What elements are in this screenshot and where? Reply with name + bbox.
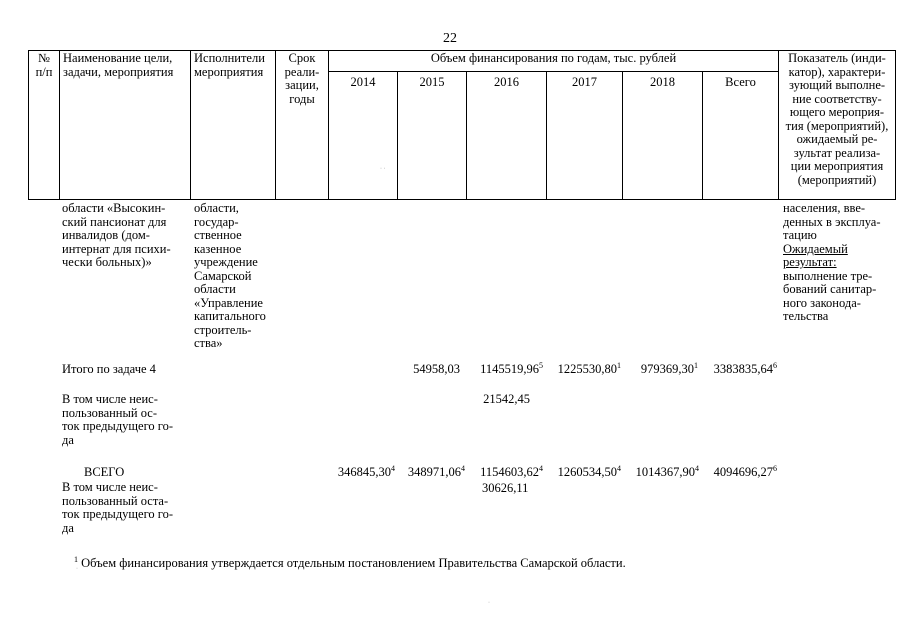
task4-total-all: 3383835,64$^6$ bbox=[713, 360, 777, 376]
header-num: № п/п bbox=[35, 51, 53, 79]
task4-total-label: Итого по задаче 4 bbox=[62, 362, 156, 376]
footnote bbox=[74, 554, 774, 571]
task4-unused-2016: 21542,45 bbox=[483, 392, 530, 406]
task4-unused-label: В том числе неис- пользованный ос- ток предыдущего го- да bbox=[62, 392, 174, 447]
expected-result-label: Ожидаемый результат: bbox=[783, 241, 848, 269]
header-year-2015: 2015 bbox=[419, 75, 445, 89]
grand-total-all: 4094696,27$^6$ bbox=[713, 463, 777, 479]
header-bottom-border bbox=[28, 199, 896, 200]
header-year-2017: 2017 bbox=[572, 75, 597, 89]
grand-total-2018: 1014367,90$^4$ bbox=[635, 463, 699, 479]
scan-speck: · · bbox=[380, 166, 386, 172]
header-year-2014: 2014 bbox=[350, 75, 376, 89]
footnote-mark: 1 bbox=[74, 554, 78, 564]
header-indicator: Показатель (инди- катор), характери- зующий выполне- ние соответству- ющего мероприя- тия (мероприятий), ожидаемый ре- зультат реализа- ции мероприятия (мероприятий) bbox=[785, 51, 889, 187]
scan-speck: · bbox=[76, 566, 78, 572]
header-year-total: Всего bbox=[725, 75, 756, 89]
grand-total-label: ВСЕГО bbox=[84, 465, 125, 479]
header-executors: Исполнители мероприятия bbox=[194, 51, 265, 79]
scan-speck: · bbox=[488, 600, 490, 606]
header-year-2016: 2016 bbox=[494, 75, 519, 89]
header-term: Срок реали- зации, годы bbox=[284, 51, 320, 106]
task4-total-2016: 1145519,96$^5$ bbox=[480, 360, 543, 376]
header-funding-title: Объем финансирования по годам, тыс. рублей bbox=[430, 51, 677, 65]
continuation-indicator: населения, вве- денных в эксплуа- тацию Ожидаемый результат: выполнение тре- бований санитар- ного законода- тельства bbox=[783, 201, 881, 323]
header-name: Наименование цели, задачи, мероприятия bbox=[63, 51, 174, 79]
grand-total-2016: 1154603,62$^4$ bbox=[480, 463, 543, 479]
header-year-2018: 2018 bbox=[650, 75, 675, 89]
grand-total-2015: 348971,06$^4$ bbox=[407, 463, 465, 479]
task4-total-2017: 1225530,80$^1$ bbox=[557, 360, 621, 376]
continuation-executors: области, государ- ственное казенное учреждение Самарской области «Управление капитального строитель- ства» bbox=[194, 201, 266, 350]
task4-total-2018: 979369,30$^1$ bbox=[640, 360, 698, 376]
grand-unused-label: В том числе неис- пользованный оста- ток предыдущего го- да bbox=[62, 480, 174, 535]
grand-unused-2016: 30626,11 bbox=[482, 481, 529, 495]
years-header-divider bbox=[328, 71, 778, 72]
grand-total-2017: 1260534,50$^4$ bbox=[557, 463, 621, 479]
task4-total-2015: 54958,03 bbox=[413, 362, 460, 376]
footnote-text: Объем финансирования утверждается отдельным постановлением Правительства Самарской области. bbox=[81, 556, 626, 570]
continuation-name: области «Высокин- ский пансионат для инвалидов (дом- интернат для психи- чески больных)» bbox=[62, 201, 171, 269]
page-number: 22 bbox=[443, 31, 457, 46]
table-right-border bbox=[895, 50, 896, 200]
grand-total-2014: 346845,30$^4$ bbox=[337, 463, 395, 479]
